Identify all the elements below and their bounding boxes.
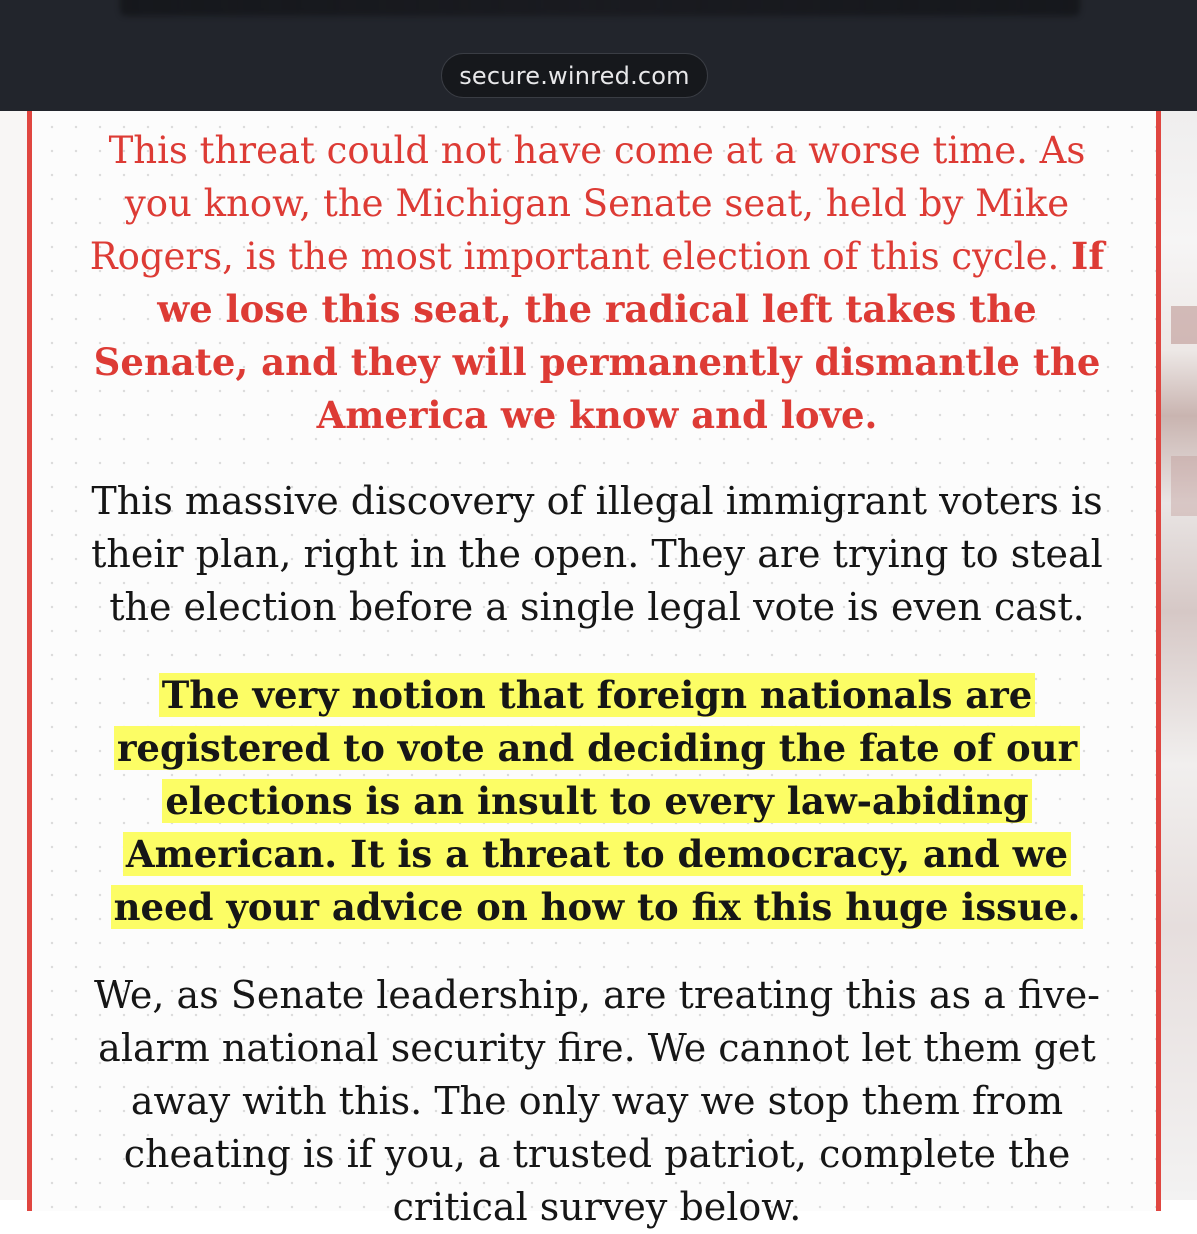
- background-image-fragment: [1171, 456, 1197, 516]
- address-bar-url: secure.winred.com: [459, 61, 690, 90]
- warning-paragraph: [82, 124, 1112, 442]
- left-page-edge: [0, 111, 27, 1200]
- highlighted-text: The very notion that foreign nationals are registered to vote and deciding the fate of our elections is an insult to every law-abiding American. It is a threat to democracy, and we need your advice on how to fix this huge issue.: [111, 673, 1084, 929]
- background-image-fragment: [1171, 306, 1197, 344]
- warning-emphasis-text: If we lose this seat, the radical left takes the Senate, and they will permanently dismantle the America we know and love.: [93, 234, 1105, 437]
- body-paragraph-survey: We, as Senate leadership, are treating this as a five-alarm national security fire. We cannot let them get away with this. The only way we stop them from cheating is if you, a trusted patriot, complete the critical survey below.: [93, 973, 1101, 1229]
- body-paragraph-discovery: This massive discovery of illegal immigrant voters is their plan, right in the open. They are trying to steal the election before a single legal vote is even cast.: [91, 479, 1103, 629]
- right-page-edge: [1161, 111, 1197, 1200]
- warning-text: This threat could not have come at a worse time. As you know, the Michigan Senate seat, held by Mike Rogers, is the most important election of this cycle.: [89, 129, 1086, 278]
- browser-top-bar: [0, 0, 1197, 111]
- email-content-card: [27, 111, 1161, 1229]
- scrolled-content-ghost: [120, 0, 1080, 16]
- address-bar[interactable]: [441, 53, 708, 98]
- highlighted-paragraph: [82, 669, 1112, 934]
